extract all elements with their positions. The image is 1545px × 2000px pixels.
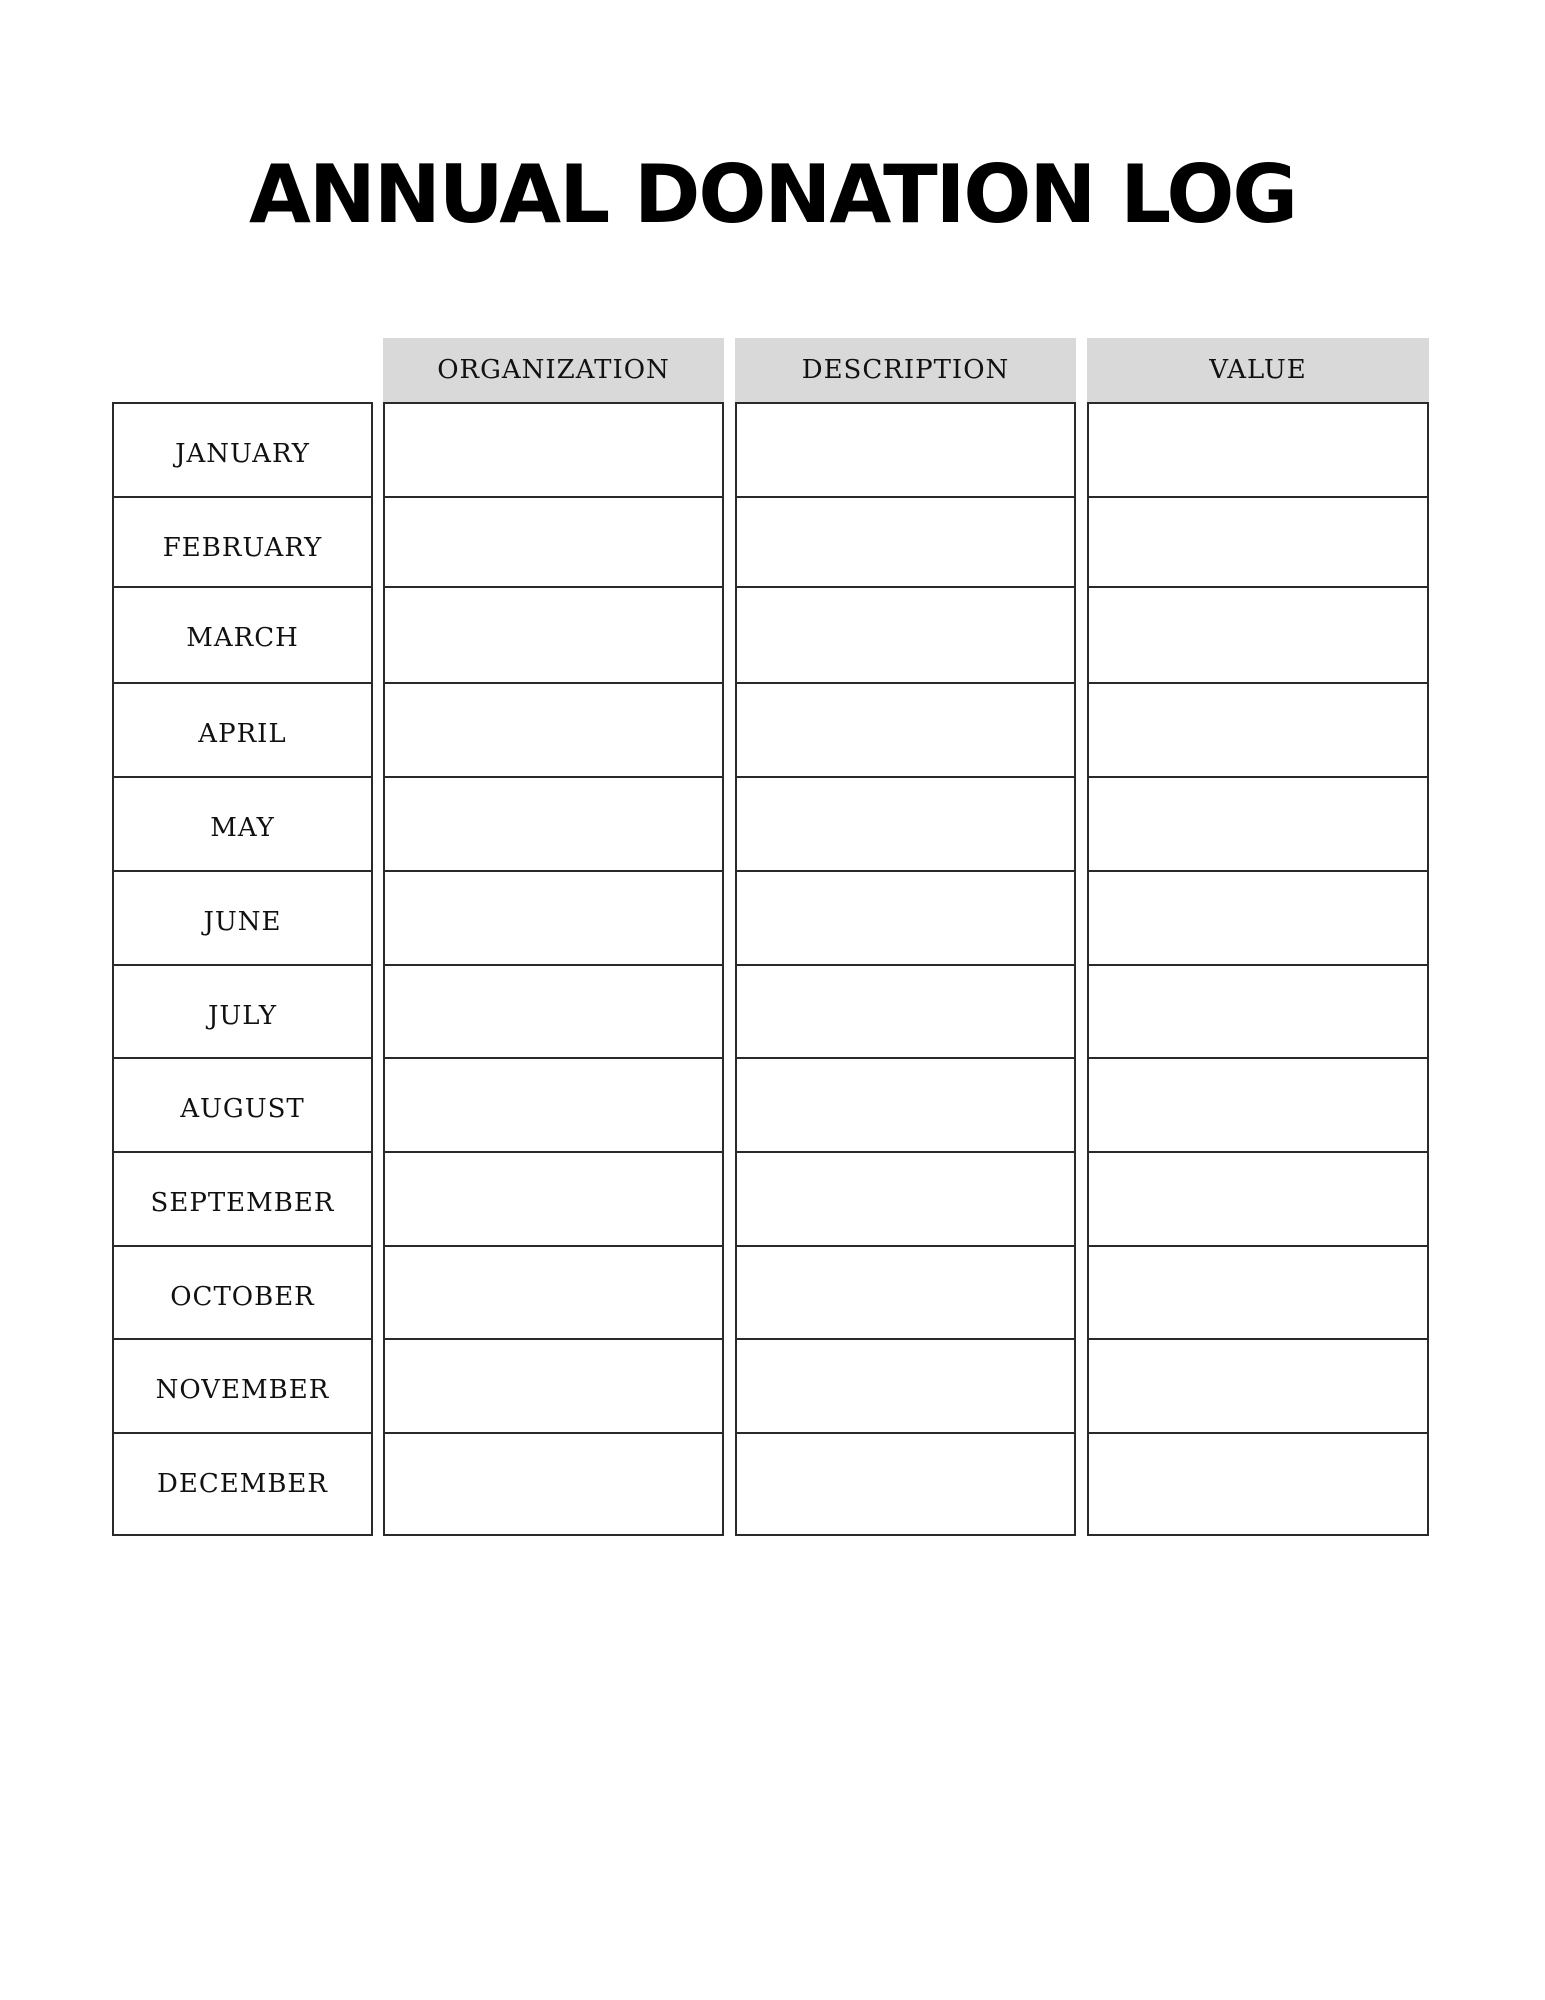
table-row: [0, 682, 1545, 786]
value-cell[interactable]: [1087, 1432, 1429, 1536]
organization-cell[interactable]: [383, 402, 724, 506]
value-cell[interactable]: [1087, 870, 1429, 974]
value-cell[interactable]: [1087, 776, 1429, 880]
description-cell[interactable]: [735, 964, 1076, 1068]
value-cell[interactable]: [1087, 402, 1429, 506]
page-title: ANNUAL DONATION LOG: [248, 148, 1297, 241]
value-cell[interactable]: [1087, 586, 1429, 690]
organization-cell[interactable]: [383, 964, 724, 1068]
value-cell[interactable]: [1087, 1338, 1429, 1442]
description-cell[interactable]: [735, 776, 1076, 880]
table-row: [0, 1151, 1545, 1255]
month-label: NOVEMBER: [112, 1338, 373, 1442]
month-label: AUGUST: [112, 1057, 373, 1161]
table-row: [0, 964, 1545, 1068]
month-label: FEBRUARY: [112, 496, 373, 600]
organization-cell[interactable]: [383, 1245, 724, 1349]
month-label: JANUARY: [112, 402, 373, 506]
description-cell[interactable]: [735, 870, 1076, 974]
table-row: [0, 1432, 1545, 1536]
table-row: [0, 776, 1545, 880]
value-cell[interactable]: [1087, 1057, 1429, 1161]
month-label: JULY: [112, 964, 373, 1068]
organization-cell[interactable]: [383, 870, 724, 974]
organization-cell[interactable]: [383, 1338, 724, 1442]
column-header-value: VALUE: [1087, 338, 1429, 402]
month-label: DECEMBER: [112, 1432, 373, 1536]
organization-cell[interactable]: [383, 1151, 724, 1255]
value-cell[interactable]: [1087, 496, 1429, 600]
column-header-organization: ORGANIZATION: [383, 338, 724, 402]
organization-cell[interactable]: [383, 586, 724, 690]
description-cell[interactable]: [735, 586, 1076, 690]
month-label: JUNE: [112, 870, 373, 974]
table-header: [0, 338, 1545, 402]
description-cell[interactable]: [735, 1432, 1076, 1536]
description-cell[interactable]: [735, 496, 1076, 600]
table-row: [0, 402, 1545, 506]
description-cell[interactable]: [735, 1338, 1076, 1442]
description-cell[interactable]: [735, 402, 1076, 506]
table-row: [0, 870, 1545, 974]
value-cell[interactable]: [1087, 1245, 1429, 1349]
month-label: APRIL: [112, 682, 373, 786]
organization-cell[interactable]: [383, 496, 724, 600]
description-cell[interactable]: [735, 1057, 1076, 1161]
month-label: MARCH: [112, 586, 373, 690]
description-cell[interactable]: [735, 1245, 1076, 1349]
description-cell[interactable]: [735, 682, 1076, 786]
table-row: [0, 1245, 1545, 1349]
column-header-description: DESCRIPTION: [735, 338, 1076, 402]
organization-cell[interactable]: [383, 776, 724, 880]
table-row: [0, 586, 1545, 690]
month-label: OCTOBER: [112, 1245, 373, 1349]
month-label: MAY: [112, 776, 373, 880]
value-cell[interactable]: [1087, 682, 1429, 786]
description-cell[interactable]: [735, 1151, 1076, 1255]
table-row: [0, 1338, 1545, 1442]
organization-cell[interactable]: [383, 1057, 724, 1161]
table-row: [0, 496, 1545, 600]
value-cell[interactable]: [1087, 964, 1429, 1068]
table-row: [0, 1057, 1545, 1161]
value-cell[interactable]: [1087, 1151, 1429, 1255]
organization-cell[interactable]: [383, 682, 724, 786]
organization-cell[interactable]: [383, 1432, 724, 1536]
month-label: SEPTEMBER: [112, 1151, 373, 1255]
